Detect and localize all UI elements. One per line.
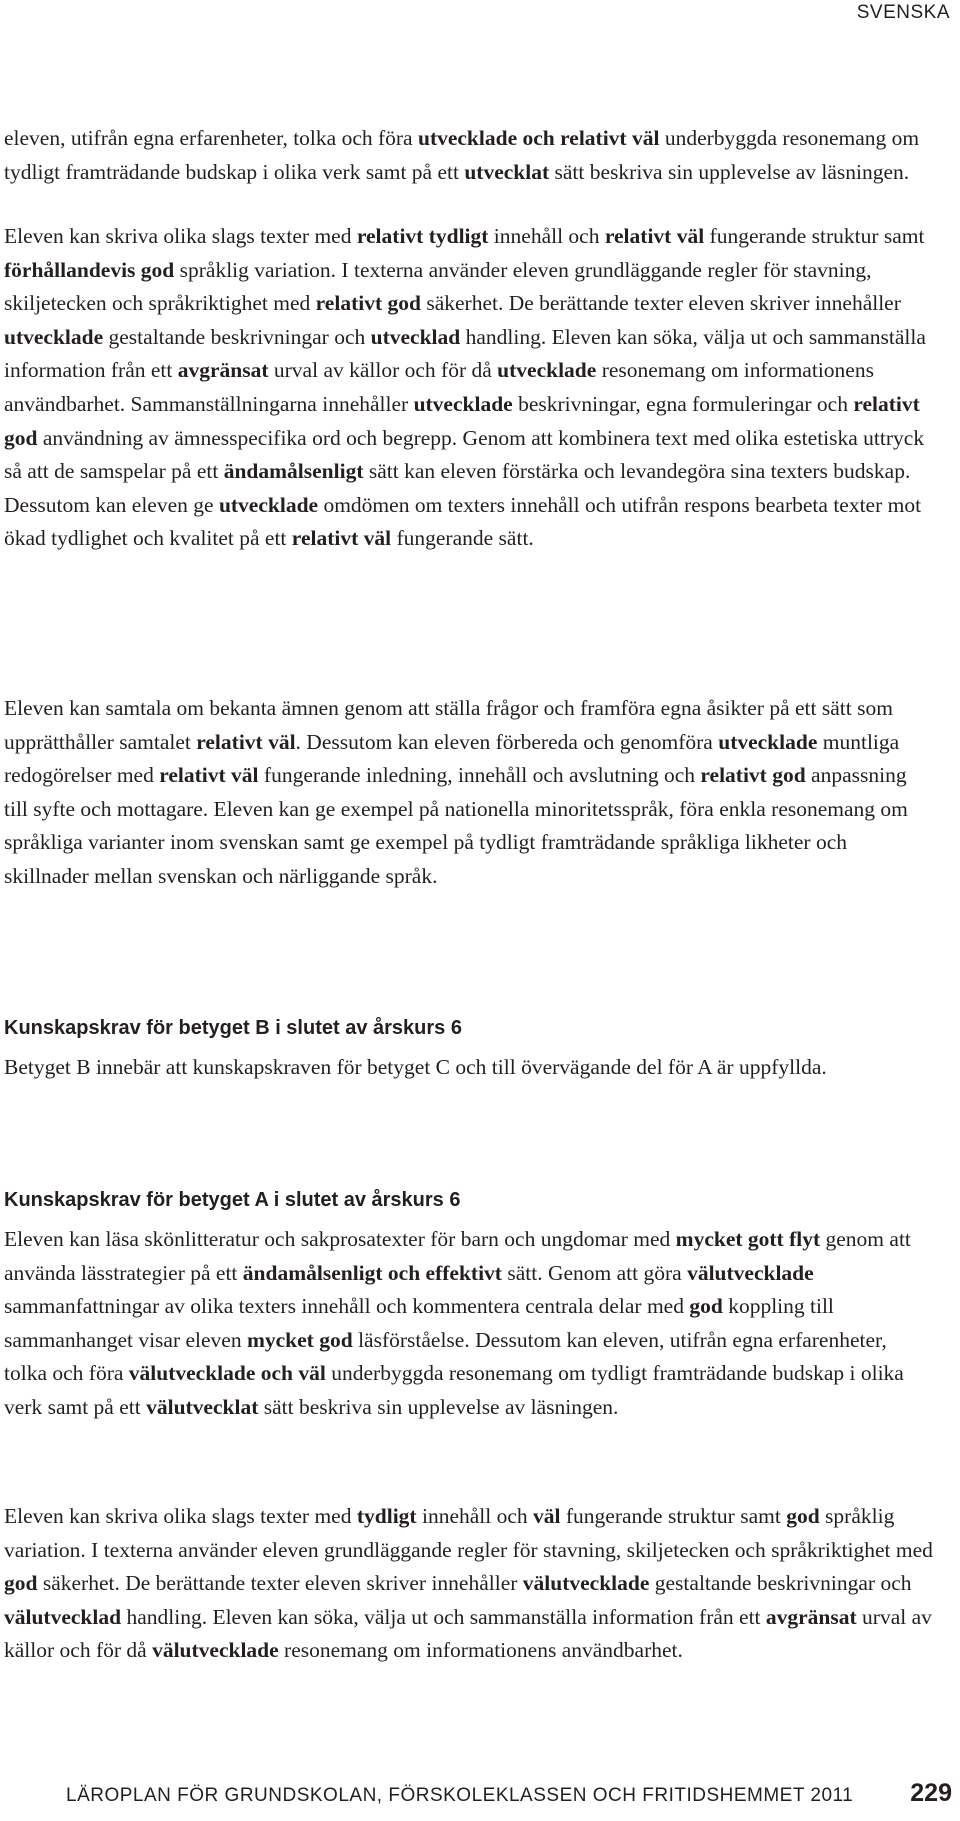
text-run: handling. Eleven kan söka, välja ut och sammanställa information från ett	[4, 324, 932, 383]
body-paragraph	[4, 1500, 939, 1668]
emphasis-text: avgränsat	[765, 1604, 857, 1629]
emphasis-text: välutvecklade	[522, 1571, 650, 1596]
text-run: innehåll och	[416, 1504, 534, 1528]
emphasis-text: tydligt	[356, 1504, 417, 1528]
body-paragraph	[4, 1051, 934, 1085]
text-run: säkerhet. De berättande texter eleven skriver innehåller	[37, 1571, 523, 1596]
text-run: fungerande sätt.	[391, 526, 534, 551]
emphasis-text: utvecklade	[417, 126, 518, 150]
emphasis-text: relativt god	[315, 291, 421, 316]
text-run: innehåll och	[488, 224, 605, 248]
emphasis-text: mycket god	[246, 1327, 353, 1352]
text-run: Eleven kan läsa skönlitteratur och sakprosatexter för barn och ungdomar med	[4, 1227, 676, 1251]
emphasis-text: relativt tydligt	[356, 224, 489, 248]
text-run: resonemang om informationens användbarhet. Sammanställningarna innehåller	[4, 358, 880, 416]
text-run: genom att använda lässtrategier på ett	[4, 1227, 917, 1285]
emphasis-text: relativt god	[700, 763, 806, 788]
emphasis-text: relativt väl	[159, 763, 259, 788]
text-run: eleven, utifrån egna erfarenheter, tolka och föra	[4, 126, 418, 150]
text-run: underbyggda resonemang om tydligt framträdande budskap i olika verk samt på ett	[4, 1361, 910, 1419]
text-run: språklig variation. I texterna använder eleven grundläggande regler för stavning, skiljetecken och språkriktighet med	[4, 1504, 939, 1562]
emphasis-text: välutvecklat	[146, 1394, 259, 1419]
body-paragraph	[4, 220, 934, 556]
text-run: fungerande inledning, innehåll och avslutning och	[258, 763, 701, 788]
text-run: Eleven kan skriva olika slags texter med	[4, 1504, 357, 1528]
text-run: urval av källor och för då	[268, 358, 498, 383]
emphasis-text: relativt väl	[291, 526, 392, 551]
emphasis-text: ändamålsenligt	[223, 459, 364, 484]
emphasis-text: avgränsat	[177, 358, 269, 383]
text-run: Betyget B innebär att kunskapskraven för betyget C och till övervägande del för A är uppfyllda.	[4, 1055, 827, 1079]
emphasis-text: välutvecklade och väl	[128, 1361, 326, 1386]
emphasis-text: utvecklade	[218, 492, 319, 517]
text-run: sätt. Genom att göra	[501, 1260, 688, 1285]
text-run: läsförståelse. Dessutom kan eleven, utifrån egna erfarenheter, tolka och föra	[4, 1327, 893, 1386]
emphasis-text: förhållandevis god	[4, 257, 175, 282]
page-number: 229	[910, 1779, 952, 1807]
emphasis-text: utvecklade	[497, 358, 597, 383]
emphasis-text: god	[786, 1504, 820, 1528]
emphasis-text: utvecklade	[4, 324, 104, 349]
emphasis-text: relativt väl	[560, 126, 660, 150]
emphasis-text: ändamålsenligt och effektivt	[242, 1260, 502, 1285]
text-run: handling. Eleven kan söka, välja ut och sammanställa information från ett	[121, 1604, 766, 1629]
emphasis-text: mycket gott flyt	[675, 1227, 821, 1251]
emphasis-text: relativt god	[4, 391, 926, 450]
emphasis-text: utvecklade	[413, 391, 513, 416]
section-heading: Kunskapskrav för betyget A i slutet av årskurs 6	[4, 1189, 461, 1211]
text-run: koppling till sammanhanget visar eleven	[4, 1294, 840, 1352]
text-run: fungerande struktur samt	[560, 1504, 787, 1528]
text-run: resonemang om informationens användbarhet.	[278, 1638, 683, 1663]
text-run: urval av källor och för då	[4, 1604, 938, 1663]
text-run: muntliga redogörelser med	[4, 729, 905, 788]
body-paragraph	[4, 122, 934, 189]
emphasis-text: god	[4, 1571, 38, 1596]
emphasis-text: relativt väl	[196, 729, 296, 754]
text-run: omdömen om texters innehåll och utifrån respons bearbeta texter mot ökad tydlighet och kvalitet på ett	[4, 492, 927, 551]
text-run: fungerande struktur samt	[704, 224, 930, 248]
emphasis-text: välutvecklade	[687, 1260, 814, 1285]
emphasis-text: utvecklad	[370, 324, 461, 349]
text-run: säkerhet. De berättande texter eleven skriver innehåller	[420, 291, 907, 316]
text-run: . Dessutom kan eleven förbereda och genomföra	[295, 729, 719, 754]
footer-title: LÄROPLAN FÖR GRUNDSKOLAN, FÖRSKOLEKLASSEN OCH FRITIDSHEMMET 2011	[66, 1785, 854, 1806]
text-run: underbyggda resonemang om tydligt framträdande budskap i olika verk samt på ett	[4, 126, 925, 184]
text-run: gestaltande beskrivningar och	[103, 324, 371, 349]
emphasis-text: god	[689, 1294, 723, 1319]
emphasis-text: utvecklade	[718, 729, 818, 754]
text-run: språklig variation. I texterna använder eleven grundläggande regler för stavning, skiljetecken och språkriktighet med	[4, 257, 877, 316]
text-run: sätt beskriva sin upplevelse av läsningen.	[258, 1394, 619, 1419]
emphasis-text: väl	[533, 1504, 561, 1528]
text-run: användning av ämnesspecifika ord och begrepp. Genom att kombinera text med olika estetiska uttryck så att de samspelar på ett	[4, 425, 930, 484]
text-run: sätt beskriva sin upplevelse av läsningen.	[549, 159, 910, 184]
text-run: sätt kan eleven förstärka och levandegöra sina texters budskap. Dessutom kan eleven ge	[4, 459, 916, 517]
emphasis-text: välutvecklad	[4, 1604, 122, 1629]
text-run: gestaltande beskrivningar och	[649, 1571, 917, 1596]
body-paragraph	[4, 692, 934, 894]
section-heading: Kunskapskrav för betyget B i slutet av årskurs 6	[4, 1017, 462, 1039]
text-run: Eleven kan skriva olika slags texter med	[4, 224, 357, 248]
text-run: anpassning till syfte och mottagare. Eleven kan ge exempel på nationella minoritetsspråk, föra enkla resonemang om språkliga varianter inom svenskan samt ge exempel på tydligt framträdande språkliga likheter och skillnader mellan svenskan och närliggande språk.	[4, 763, 914, 888]
emphasis-text: och	[522, 126, 555, 150]
body-paragraph	[4, 1223, 934, 1425]
text-run: sammanfattningar av olika texters innehåll och kommentera centrala delar med	[4, 1260, 820, 1319]
emphasis-text: välutvecklade	[152, 1638, 279, 1663]
emphasis-text: relativt väl	[604, 224, 705, 248]
running-header: SVENSKA	[856, 2, 950, 23]
emphasis-text: utvecklat	[464, 159, 550, 184]
text-run: Eleven kan samtala om bekanta ämnen genom att ställa frågor och framföra egna åsikter på ett sätt som upprätthåller samtalet	[4, 696, 899, 754]
text-run: beskrivningar, egna formuleringar och	[512, 391, 854, 416]
